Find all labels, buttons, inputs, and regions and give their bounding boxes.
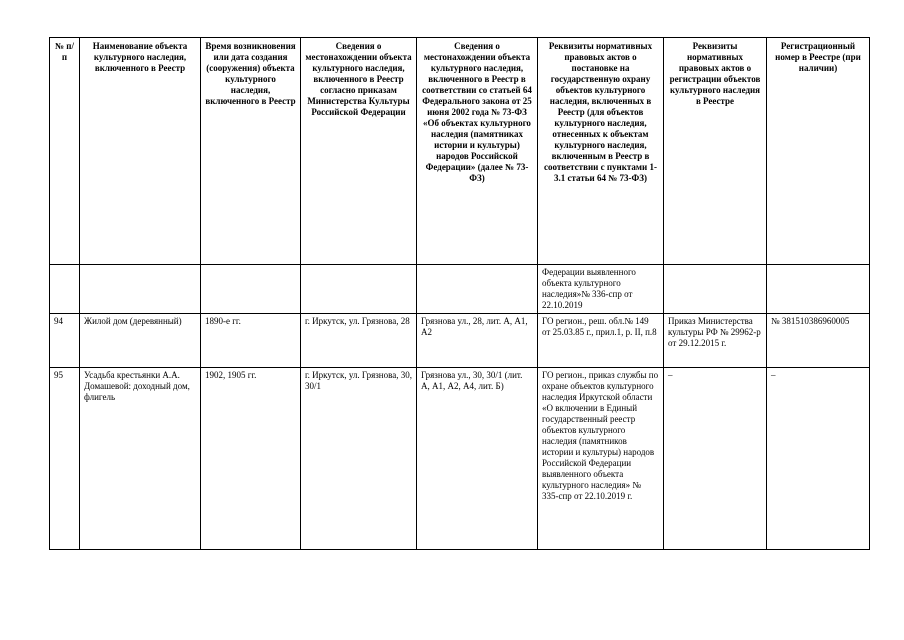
- cell-empty: [417, 265, 538, 314]
- cell-object-name: Усадьба крестьянки А.А. Домашевой: доходный дом, флигель: [80, 368, 201, 550]
- cell-empty: [664, 265, 767, 314]
- cell-registration-acts: –: [664, 368, 767, 550]
- header-number: № п/п: [50, 38, 80, 265]
- header-registration-acts: Реквизиты нормативных правовых актов о регистрации объектов культурного наследия в Реестре: [664, 38, 767, 265]
- header-creation-date: Время возникновения или дата создания (сооружения) объекта культурного наследия, включенного в Реестр: [201, 38, 301, 265]
- cell-location-order: г. Иркутск, ул. Грязнова, 30, 30/1: [301, 368, 417, 550]
- cell-protection-acts: Федерации выявленного объекта культурного наследия»№ 336-спр от 22.10.2019: [538, 265, 664, 314]
- cell-empty: [301, 265, 417, 314]
- cell-number: 95: [50, 368, 80, 550]
- cell-creation-date: 1890-е гг.: [201, 314, 301, 368]
- cell-registration-acts: Приказ Министерства культуры РФ № 29962-р от 29.12.2015 г.: [664, 314, 767, 368]
- table-row: [50, 314, 870, 368]
- cell-location-law: Грязнова ул., 30, 30/1 (лит. А, А1, А2, А4, лит. Б): [417, 368, 538, 550]
- cell-registration-number: № 381510386960005: [767, 314, 870, 368]
- table-row-continuation: [50, 265, 870, 314]
- cell-protection-acts: ГО регион., приказ службы по охране объектов культурного наследия Иркутской области «О включении в Единый государственный реестр объектов культурного наследия (памятников истории и культуры) народов Российской Федерации выявленного объекта культурного наследия» № 335-спр от 22.10.2019 г.: [538, 368, 664, 550]
- heritage-register-table: [49, 37, 870, 550]
- cell-empty: [767, 265, 870, 314]
- cell-protection-acts: ГО регион., реш. обл.№ 149 от 25.03.85 г., прил.1, р. II, п.8: [538, 314, 664, 368]
- cell-empty: [201, 265, 301, 314]
- cell-empty: [50, 265, 80, 314]
- header-location-order: Сведения о местонахождении объекта культурного наследия, включенного в Реестр согласно приказам Министерства Культуры Российской Федерации: [301, 38, 417, 265]
- header-protection-acts: Реквизиты нормативных правовых актов о постановке на государственную охрану объектов культурного наследия, включенных в Реестр (для объектов культурного наследия, отнесенных к объектам культурного наследия, включенным в Реестр в соответствии с пунктами 1-3.1 статьи 64 № 73-ФЗ): [538, 38, 664, 265]
- header-location-law: Сведения о местонахождении объекта культурного наследия, включенного в Реестр в соответствии со статьей 64 Федерального закона от 25 июня 2002 года № 73-ФЗ «Об объектах культурного наследия (памятниках истории и культуры) народов Российской Федерации» (далее № 73-ФЗ): [417, 38, 538, 265]
- header-registration-number: Регистрационный номер в Реестре (при наличии): [767, 38, 870, 265]
- cell-creation-date: 1902, 1905 гг.: [201, 368, 301, 550]
- header-object-name: Наименование объекта культурного наследия, включенного в Реестр: [80, 38, 201, 265]
- cell-object-name: Жилой дом (деревянный): [80, 314, 201, 368]
- cell-location-law: Грязнова ул., 28, лит. А, А1, А2: [417, 314, 538, 368]
- cell-registration-number: –: [767, 368, 870, 550]
- table-header-row: [50, 38, 870, 265]
- table-row: [50, 368, 870, 550]
- cell-empty: [80, 265, 201, 314]
- cell-number: 94: [50, 314, 80, 368]
- cell-location-order: г. Иркутск, ул. Грязнова, 28: [301, 314, 417, 368]
